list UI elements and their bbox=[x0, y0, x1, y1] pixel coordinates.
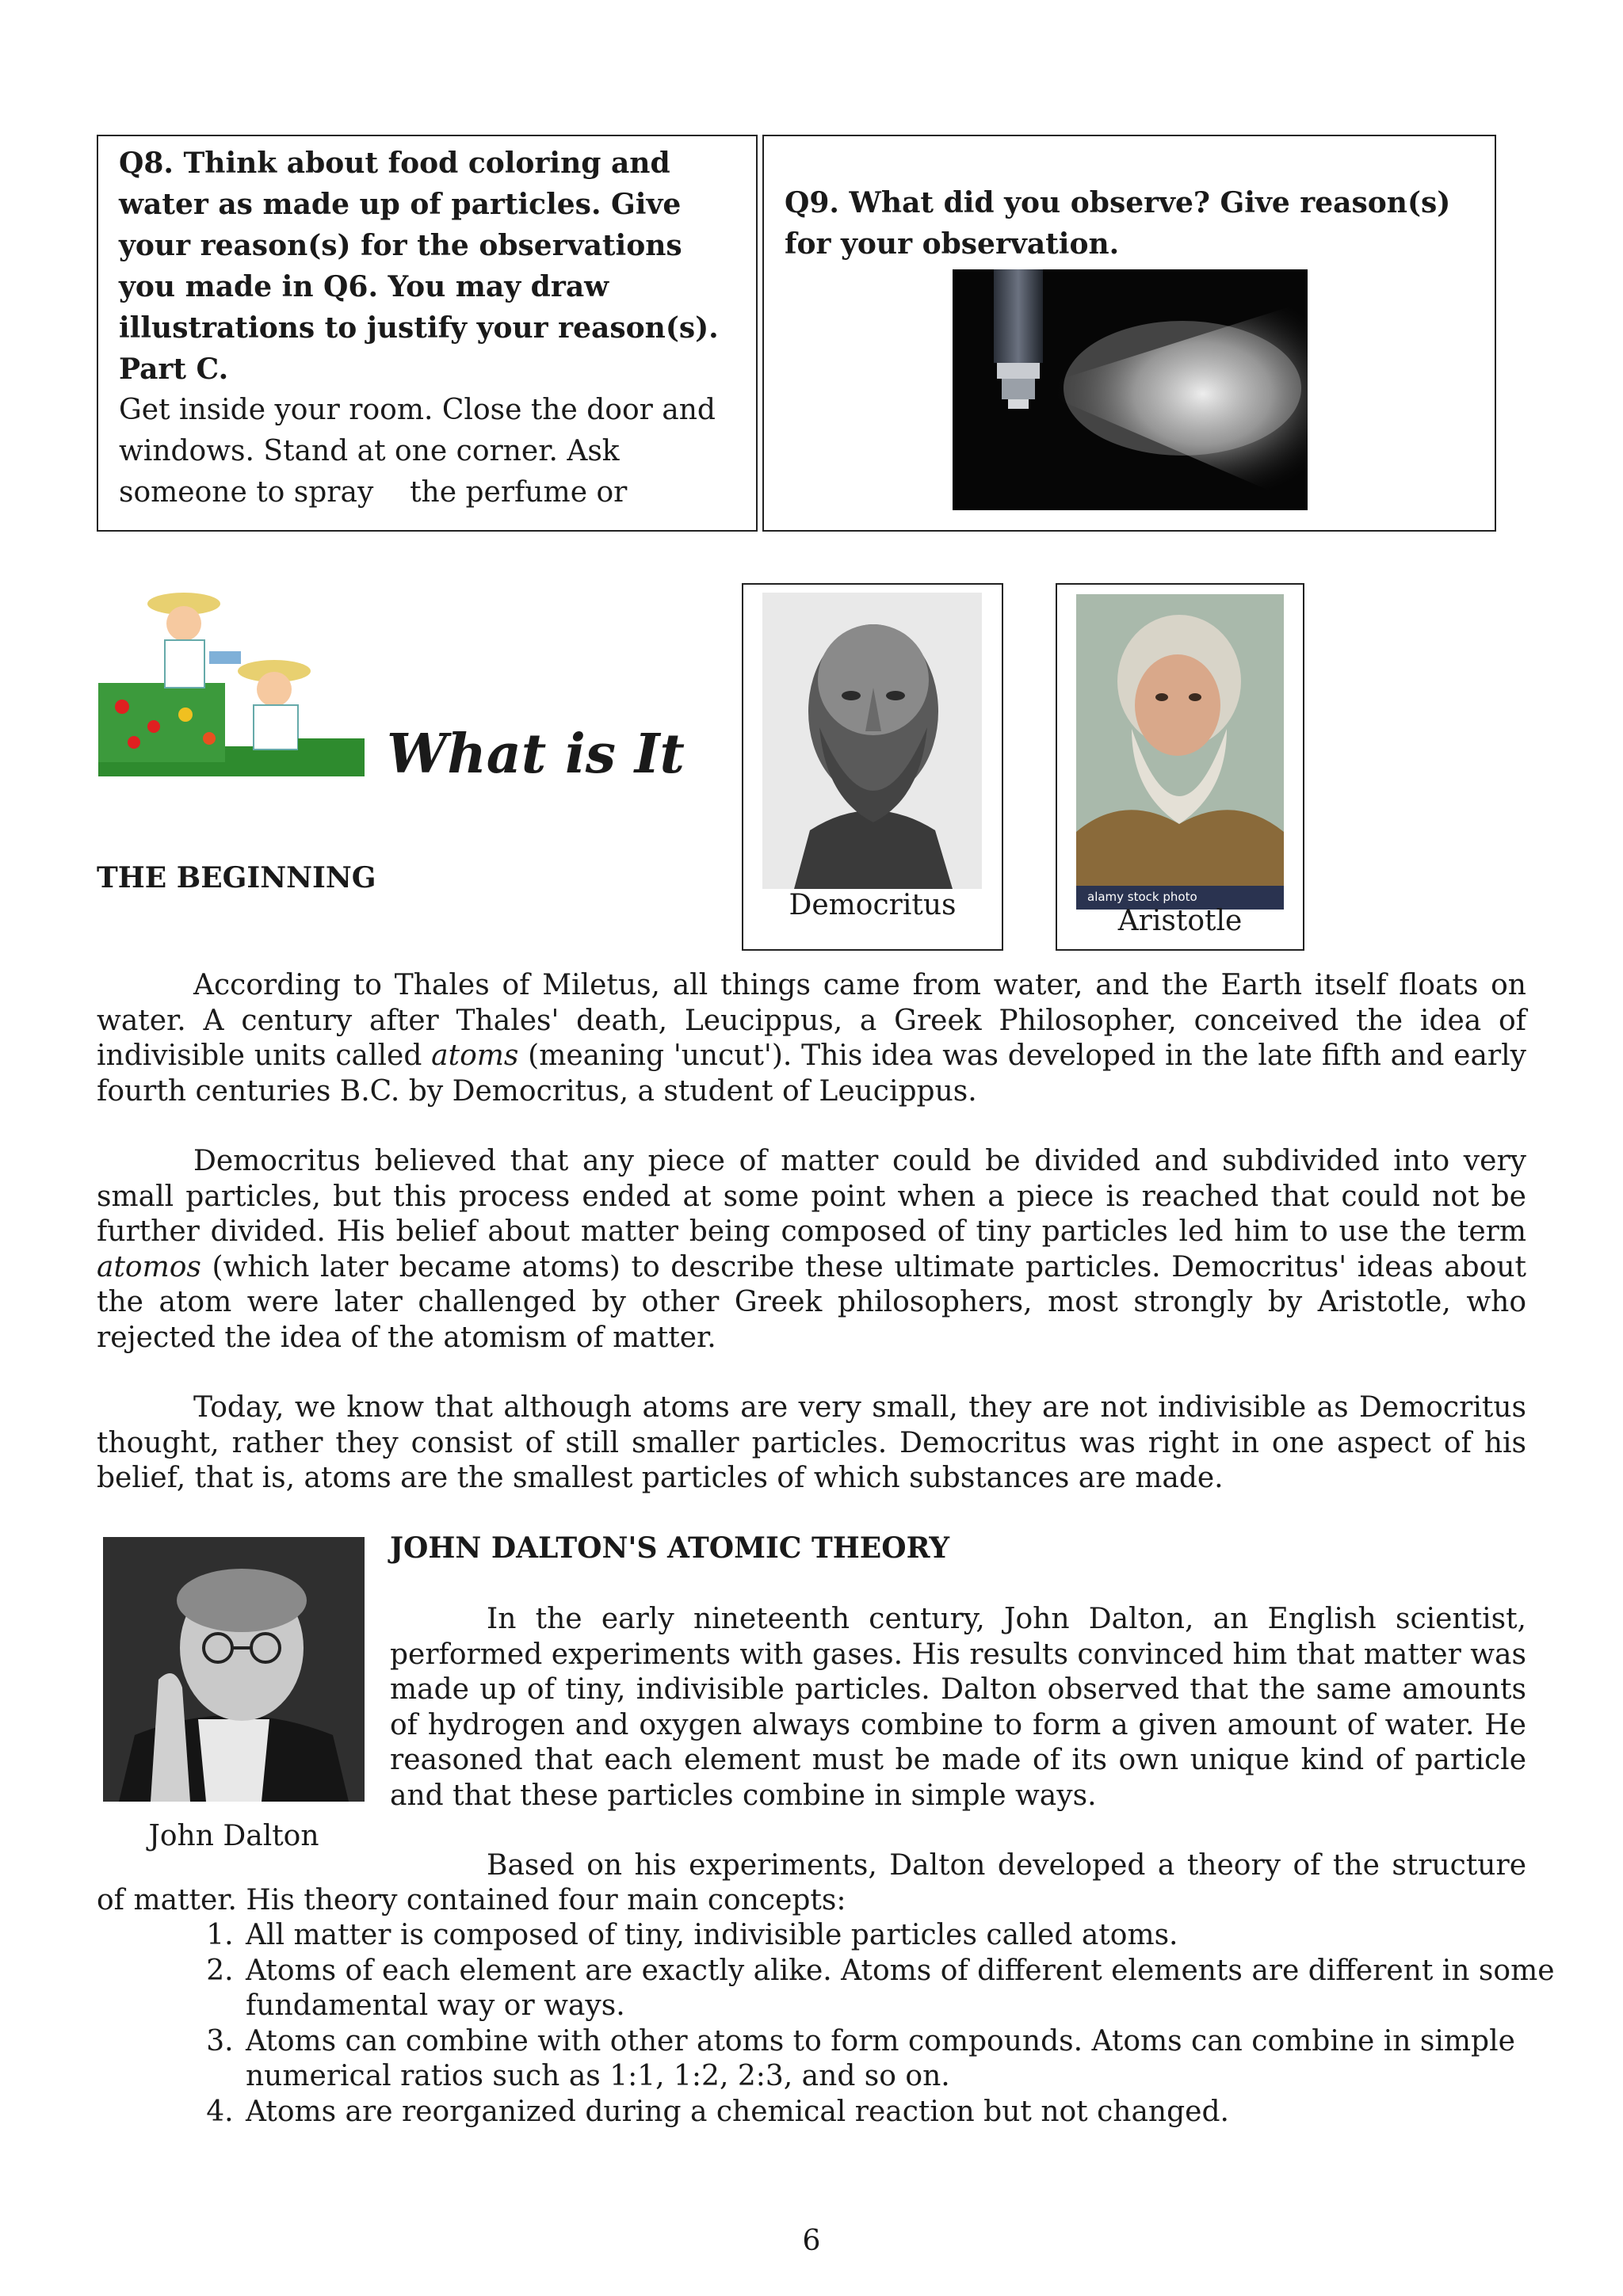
concept-item: 3. Atoms can combine with other atoms to form compounds. Atoms can combine in simple numerical ratios such as 1:1, 1:2, 2:3, and so on. bbox=[242, 2024, 1580, 2095]
aristotle-caption: Aristotle bbox=[1117, 905, 1243, 937]
part-c-instructions: Get inside your room. Close the door and windows. Stand at one corner. Ask someone to spray the perfume or bbox=[119, 394, 725, 509]
democritus-caption: Democritus bbox=[789, 889, 957, 921]
dalton-paragraph-2-rest: of matter. His theory contained four main concepts: bbox=[97, 1884, 846, 1917]
beginning-heading: THE BEGINNING bbox=[97, 861, 376, 894]
dalton-concepts-list bbox=[190, 1918, 1580, 2130]
p1-term-atoms: atoms bbox=[431, 1039, 519, 1072]
spray-photo bbox=[953, 269, 1308, 510]
section-title: What is It bbox=[387, 723, 685, 786]
kids-gardening-clipart bbox=[98, 588, 365, 776]
p1-text-b: (meaning 'uncut'). This idea was developed in the late fifth and early fourth centuries B.C. by Democritus, a student of Leucippus. bbox=[97, 1039, 1526, 1108]
p2-term-atomos: atomos bbox=[97, 1250, 201, 1283]
beginning-paragraph-2 bbox=[97, 1144, 1526, 1356]
beginning-paragraph-3 bbox=[97, 1390, 1526, 1497]
part-c-label: Part C. bbox=[119, 353, 229, 386]
page-number: 6 bbox=[802, 2225, 821, 2257]
democritus-frame bbox=[742, 583, 1003, 951]
dalton-p1-text: In the early nineteenth century, John Dalton, an English scientist, performed experiments with gases. His results convinced him that matter was made up of tiny, indivisible particles. Dalton observed that the same amounts of hydrogen and oxygen always combine to form a given amount of water. He reasoned that each element must be made of its own unique kind of particle and that these particles combine in simple ways. bbox=[390, 1603, 1526, 1812]
p2-text-a: Democritus believed that any piece of matter could be divided and subdivided into very small particles, but this process ended at some point when a piece is reached that could not be further divided. His belief about matter being composed of tiny particles led him to use the term bbox=[97, 1145, 1526, 1248]
concept-item: 2. Atoms of each element are exactly alike. Atoms of different elements are different in some fundamental way or ways. bbox=[242, 1954, 1580, 2024]
q8-box bbox=[97, 135, 758, 532]
q9-box bbox=[762, 135, 1496, 532]
q9-question: Q9. What did you observe? Give reason(s) for your observation. bbox=[785, 186, 1451, 261]
democritus-portrait bbox=[762, 593, 982, 889]
concept-item: 1. All matter is composed of tiny, indivisible particles called atoms. bbox=[242, 1918, 1580, 1954]
aristotle-frame bbox=[1056, 583, 1304, 951]
dalton-paragraph-1 bbox=[390, 1602, 1526, 1814]
aristotle-portrait bbox=[1076, 594, 1284, 910]
alamy-watermark: alamy stock photo bbox=[1087, 890, 1197, 904]
q8-question: Q8. Think about food coloring and water as made up of particles. Give your reason(s) for the observations you made in Q6. You may draw illustrations to justify your reason(s). bbox=[119, 147, 719, 345]
q8-content bbox=[119, 143, 745, 513]
p3-text: Today, we know that although atoms are very small, they are not indivisible as Democritus thought, rather they consist of still smaller particles. Democritus was right in one aspect of his belief, that is, atoms are the smallest particles of which substances are made. bbox=[97, 1391, 1526, 1494]
dalton-heading: JOHN DALTON'S ATOMIC THEORY bbox=[390, 1531, 950, 1565]
dalton-paragraph-2-first-line: Based on his experiments, Dalton developed a theory of the structure bbox=[487, 1849, 1526, 1882]
p2-text-b: (which later became atoms) to describe these ultimate particles. Democritus' ideas about the atom were later challenged by other Greek philosophers, most strongly by Aristotle, who rejected the idea of the atomism of matter. bbox=[97, 1250, 1526, 1354]
concept-item: 4. Atoms are reorganized during a chemical reaction but not changed. bbox=[242, 2095, 1580, 2130]
dalton-caption: John Dalton bbox=[148, 1820, 319, 1852]
beginning-paragraph-1 bbox=[97, 968, 1526, 1109]
p1-text-a: According to Thales of Miletus, all things came from water, and the Earth itself floats on water. A century after Thales' death, Leucippus, a Greek Philosopher, conceived the idea of indivisible units called bbox=[97, 969, 1526, 1072]
dalton-portrait bbox=[103, 1537, 365, 1802]
